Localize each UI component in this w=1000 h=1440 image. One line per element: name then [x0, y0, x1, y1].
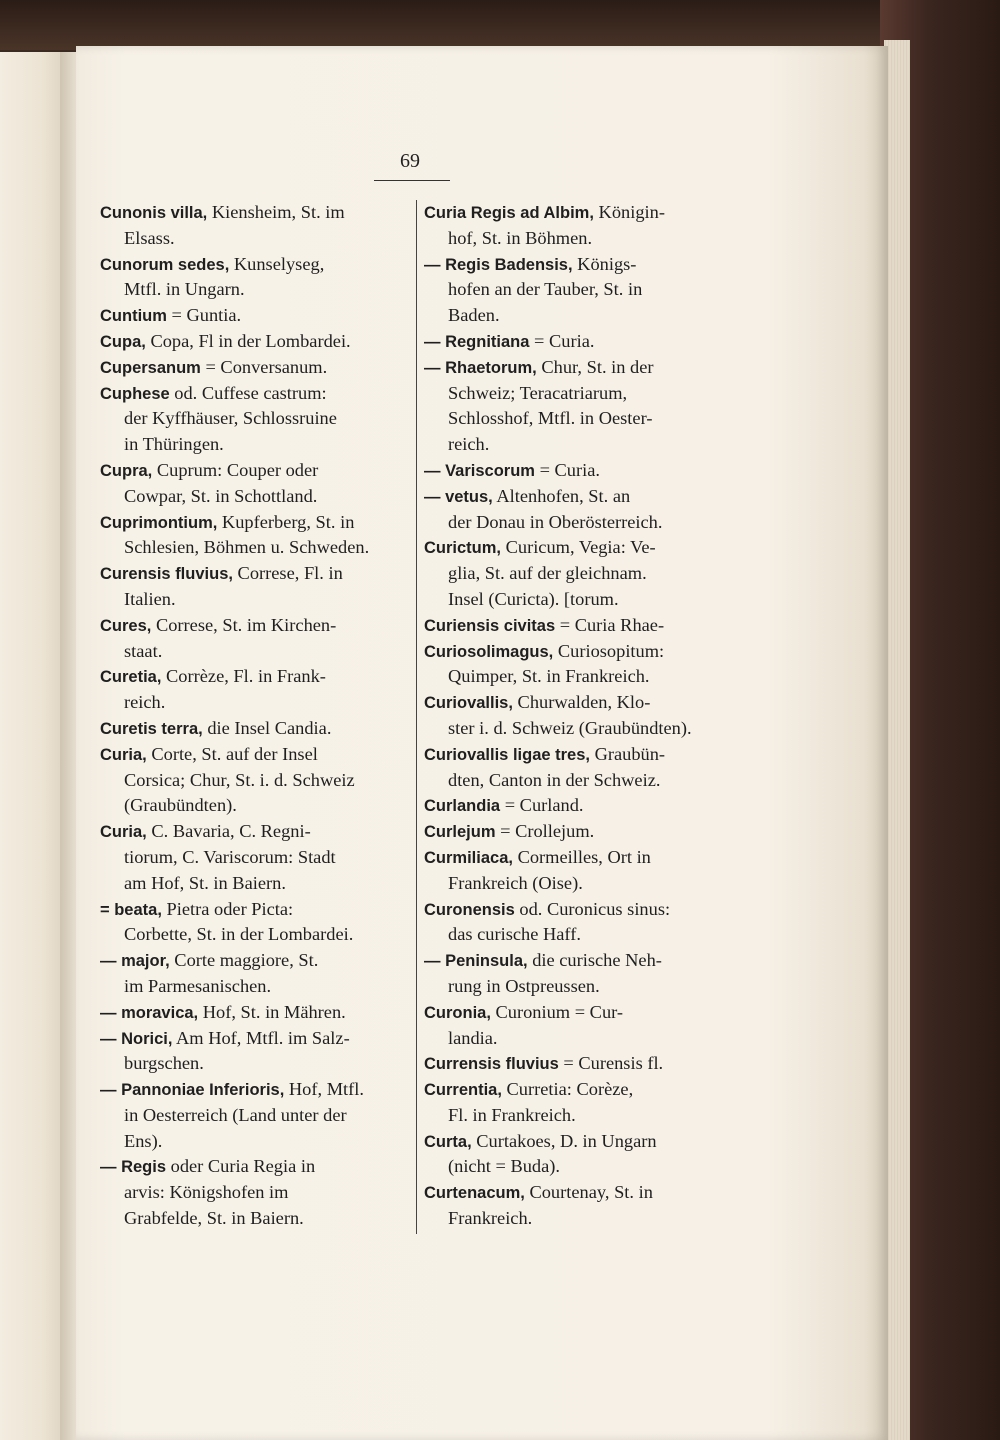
entry-line	[424, 1077, 732, 1103]
headword: Cuphese	[100, 384, 170, 403]
continuation-text: am Hof, St. in Baiern.	[124, 872, 286, 893]
entry-line	[100, 1206, 410, 1232]
entry-text: Curonium = Cur-	[490, 1001, 624, 1022]
page-number: 69	[400, 150, 420, 172]
headword: — Regnitiana	[424, 332, 530, 351]
headword: Curiosolimagus,	[424, 642, 554, 661]
continuation-text: Grabfelde, St. in Baiern.	[124, 1208, 304, 1229]
continuation-text: in Thüringen.	[124, 434, 224, 455]
headword: Cupersanum	[100, 358, 201, 377]
entry-line	[424, 845, 732, 871]
entry-text: Corte, St. auf der Insel	[146, 743, 318, 764]
continuation-text: Cowpar, St. in Schottland.	[124, 485, 318, 506]
entry-text: Cuprum: Couper oder	[152, 459, 319, 480]
entry-text: Curtakoes, D. in Ungarn	[471, 1130, 657, 1151]
entry-line	[100, 1129, 410, 1155]
continuation-text: staat.	[124, 640, 163, 661]
entry-line	[424, 948, 732, 974]
entry-line	[424, 1026, 732, 1052]
entry-line	[100, 226, 410, 252]
headword: — Regis	[100, 1158, 167, 1177]
entry-text: die curische Neh-	[527, 950, 662, 971]
headword: Curlandia	[424, 797, 501, 816]
headword: Curiovallis,	[424, 694, 513, 713]
entry-text: Graubün-	[589, 743, 666, 764]
continuation-text: Insel (Curicta). [torum.	[448, 588, 619, 609]
entry-text: Hof, St. in Mähren.	[198, 1001, 346, 1022]
entry-line	[100, 1103, 410, 1129]
entry-line	[100, 406, 410, 432]
entry-line	[424, 329, 732, 355]
entry-line	[100, 819, 410, 845]
entry-line	[424, 458, 732, 484]
entry-line	[424, 793, 732, 819]
entry-line	[100, 1077, 410, 1103]
entry-text: Copa, Fl in der Lombardei.	[145, 330, 351, 351]
continuation-text: dten, Canton in der Schweiz.	[448, 769, 661, 790]
continuation-text: Frankreich (Oise).	[448, 872, 583, 893]
entry-line	[100, 742, 410, 768]
continuation-text: das curische Haff.	[448, 924, 581, 945]
entry-line	[424, 1206, 732, 1232]
headword: — Pannoniae Inferioris,	[100, 1081, 285, 1100]
entry-text: Altenhofen, St. an	[492, 485, 631, 506]
entry-line	[100, 664, 410, 690]
continuation-text: im Parmesanischen.	[124, 975, 272, 996]
headword: Curictum,	[424, 539, 502, 558]
continuation-text: Italien.	[124, 588, 176, 609]
entry-line	[424, 613, 732, 639]
entry-line	[100, 768, 410, 794]
entry-line	[424, 664, 732, 690]
entry-text: = Curland.	[500, 795, 584, 816]
entry-line	[100, 1180, 410, 1206]
headword: Cunonis villa,	[100, 204, 208, 222]
entry-text: Hof, Mtfl.	[284, 1079, 364, 1100]
entry-line	[424, 303, 732, 329]
entry-text: Churwalden, Klo-	[512, 692, 651, 713]
continuation-text: burgschen.	[124, 1053, 204, 1074]
continuation-text: Mtfl. in Ungarn.	[124, 279, 245, 300]
continuation-text: in Oesterreich (Land unter der	[124, 1104, 347, 1125]
entry-line	[100, 1154, 410, 1180]
entry-line	[424, 922, 732, 948]
entry-line	[100, 1026, 410, 1052]
headword: = beata,	[100, 900, 162, 919]
entry-text: Kiensheim, St. im	[207, 202, 345, 222]
entry-text: od. Curonicus sinus:	[514, 898, 671, 919]
entry-text: Kunselyseg,	[229, 253, 325, 274]
continuation-text: rung in Ostpreussen.	[448, 975, 600, 996]
headword: Cures,	[100, 616, 152, 635]
entry-line	[424, 381, 732, 407]
entry-line	[100, 355, 410, 381]
entry-text: = Curia Rhae-	[555, 614, 665, 635]
headword: Curlejum	[424, 823, 496, 842]
entry-text: oder Curia Regia in	[166, 1156, 316, 1177]
headword: Curia,	[100, 823, 147, 842]
headword: Cuntium	[100, 307, 167, 326]
entry-text: Corrèze, Fl. in Frank-	[161, 666, 326, 687]
entry-line	[424, 1154, 732, 1180]
entry-text: Königin-	[593, 202, 665, 222]
continuation-text: Fl. in Frankreich.	[448, 1104, 576, 1125]
continuation-text: Schlesien, Böhmen u. Schweden.	[124, 537, 370, 558]
entry-text: Chur, St. in der	[536, 356, 654, 377]
entry-line	[424, 484, 732, 510]
entry-text: = Guntia.	[166, 305, 242, 326]
left-column	[100, 200, 410, 1232]
entry-line	[424, 252, 732, 278]
right-column	[424, 200, 732, 1232]
entry-text: Königs-	[572, 253, 637, 274]
entry-line	[424, 1103, 732, 1129]
entry-line	[424, 277, 732, 303]
continuation-text: hofen an der Tauber, St. in	[448, 279, 643, 300]
entry-line	[424, 716, 732, 742]
headword: Curia Regis ad Albim,	[424, 204, 594, 222]
entry-text: Correse, St. im Kirchen-	[151, 614, 337, 635]
continuation-text: (Graubündten).	[124, 795, 237, 816]
book-cover-edge	[0, 0, 1000, 50]
entry-text: od. Cuffese castrum:	[169, 382, 327, 403]
continuation-text: Elsass.	[124, 227, 175, 248]
entry-line	[100, 793, 410, 819]
continuation-text: Baden.	[448, 305, 500, 326]
entry-line	[100, 432, 410, 458]
headword: Cupra,	[100, 461, 153, 480]
page-number-rule	[374, 180, 450, 181]
continuation-text: Schweiz; Teracatriarum,	[448, 382, 628, 403]
entry-line	[100, 381, 410, 407]
entry-text: Corte maggiore, St.	[169, 950, 319, 971]
entry-text: = Crollejum.	[495, 821, 595, 842]
entry-text: Curiosopitum:	[553, 640, 665, 661]
entry-line	[100, 716, 410, 742]
headword: Currentia,	[424, 1081, 502, 1100]
entry-line	[100, 613, 410, 639]
continuation-text: reich.	[124, 692, 166, 713]
entry-line	[100, 303, 410, 329]
column-divider	[416, 200, 417, 1234]
headword: Curonensis	[424, 900, 515, 919]
entry-text: Curretia: Corèze,	[501, 1079, 634, 1100]
entry-line	[100, 458, 410, 484]
entry-line	[424, 639, 732, 665]
entry-line	[100, 535, 410, 561]
entry-line	[424, 226, 732, 252]
continuation-text: reich.	[448, 434, 490, 455]
entry-text: = Conversanum.	[200, 356, 328, 377]
entry-line	[424, 819, 732, 845]
entry-line	[424, 974, 732, 1000]
entry-line	[100, 561, 410, 587]
entry-line	[424, 897, 732, 923]
entry-text: Courtenay, St. in	[524, 1182, 653, 1203]
headword: Currensis fluvius	[424, 1055, 559, 1074]
headword: Curia,	[100, 745, 147, 764]
entry-line	[100, 948, 410, 974]
entry-line	[100, 690, 410, 716]
continuation-text: Quimper, St. in Frankreich.	[448, 666, 650, 687]
entry-line	[100, 639, 410, 665]
headword: Curtenacum,	[424, 1184, 525, 1203]
headword: Curiensis civitas	[424, 616, 556, 635]
entry-line	[100, 922, 410, 948]
headword: Curmiliaca,	[424, 848, 513, 867]
entry-text: Am Hof, Mtfl. im Salz-	[172, 1027, 350, 1048]
entry-text: die Insel Candia.	[202, 717, 332, 738]
continuation-text: Frankreich.	[448, 1208, 533, 1229]
headword: Curetia,	[100, 668, 162, 687]
continuation-text: ster i. d. Schweiz (Graubündten).	[448, 717, 692, 738]
headword: Curetis terra,	[100, 719, 203, 738]
headword: — Variscorum	[424, 461, 535, 480]
continuation-text: Corbette, St. in der Lombardei.	[124, 924, 354, 945]
headword: Curta,	[424, 1132, 472, 1151]
entry-line	[424, 200, 732, 226]
entry-line	[100, 277, 410, 303]
entry-text: Kupferberg, St. in	[217, 511, 355, 532]
entry-line	[100, 587, 410, 613]
entry-line	[424, 742, 732, 768]
entry-line	[424, 432, 732, 458]
entry-line	[100, 1000, 410, 1026]
entry-text: = Curia.	[529, 330, 595, 351]
headword: — major,	[100, 952, 170, 971]
entry-line	[100, 510, 410, 536]
entry-line	[100, 484, 410, 510]
headword: — Rhaetorum,	[424, 358, 537, 377]
continuation-text: landia.	[448, 1027, 498, 1048]
entry-line	[424, 406, 732, 432]
entry-line	[424, 690, 732, 716]
continuation-text: (nicht = Buda).	[448, 1156, 561, 1177]
headword: — vetus,	[424, 487, 493, 506]
continuation-text: Ens).	[124, 1130, 163, 1151]
entry-line	[424, 871, 732, 897]
entry-line	[424, 768, 732, 794]
entry-line	[100, 200, 410, 226]
entry-line	[424, 587, 732, 613]
headword: Curiovallis ligae tres,	[424, 745, 590, 764]
continuation-text: der Kyffhäuser, Schlossruine	[124, 408, 337, 429]
entry-line	[100, 974, 410, 1000]
headword: — Peninsula,	[424, 952, 528, 971]
headword: — Regis Badensis,	[424, 255, 573, 274]
entry-text: Curicum, Vegia: Ve-	[501, 537, 656, 558]
entry-line	[100, 252, 410, 278]
headword: — Norici,	[100, 1029, 173, 1048]
continuation-text: Schlosshof, Mtfl. in Oester-	[448, 408, 653, 429]
entry-line	[100, 1051, 410, 1077]
entry-line	[424, 510, 732, 536]
entry-line	[424, 355, 732, 381]
entry-text: C. Bavaria, C. Regni-	[146, 821, 311, 842]
entry-line	[424, 1051, 732, 1077]
entry-line	[424, 1000, 732, 1026]
entry-text: Cormeilles, Ort in	[512, 846, 651, 867]
continuation-text: tiorum, C. Variscorum: Stadt	[124, 846, 336, 867]
entry-text: = Curensis fl.	[558, 1053, 664, 1074]
continuation-text: glia, St. auf der gleichnam.	[448, 563, 647, 584]
continuation-text: arvis: Königshofen im	[124, 1182, 289, 1203]
entry-line	[100, 329, 410, 355]
entry-line	[424, 535, 732, 561]
entry-text: Pietra oder Picta:	[161, 898, 294, 919]
headword: — moravica,	[100, 1003, 199, 1022]
headword: Curonia,	[424, 1003, 491, 1022]
continuation-text: der Donau in Oberösterreich.	[448, 511, 663, 532]
continuation-text: hof, St. in Böhmen.	[448, 227, 593, 248]
entry-line	[100, 871, 410, 897]
entry-line	[424, 1129, 732, 1155]
entry-text: = Curia.	[534, 459, 600, 480]
entry-line	[100, 897, 410, 923]
entry-line	[424, 561, 732, 587]
headword: Cupa,	[100, 332, 146, 351]
continuation-text: Corsica; Chur, St. i. d. Schweiz	[124, 769, 355, 790]
headword: Cuprimontium,	[100, 513, 218, 532]
entry-line	[424, 1180, 732, 1206]
headword: Curensis fluvius,	[100, 565, 233, 584]
entry-line	[100, 845, 410, 871]
entry-text: Correse, Fl. in	[232, 563, 343, 584]
headword: Cunorum sedes,	[100, 255, 230, 274]
